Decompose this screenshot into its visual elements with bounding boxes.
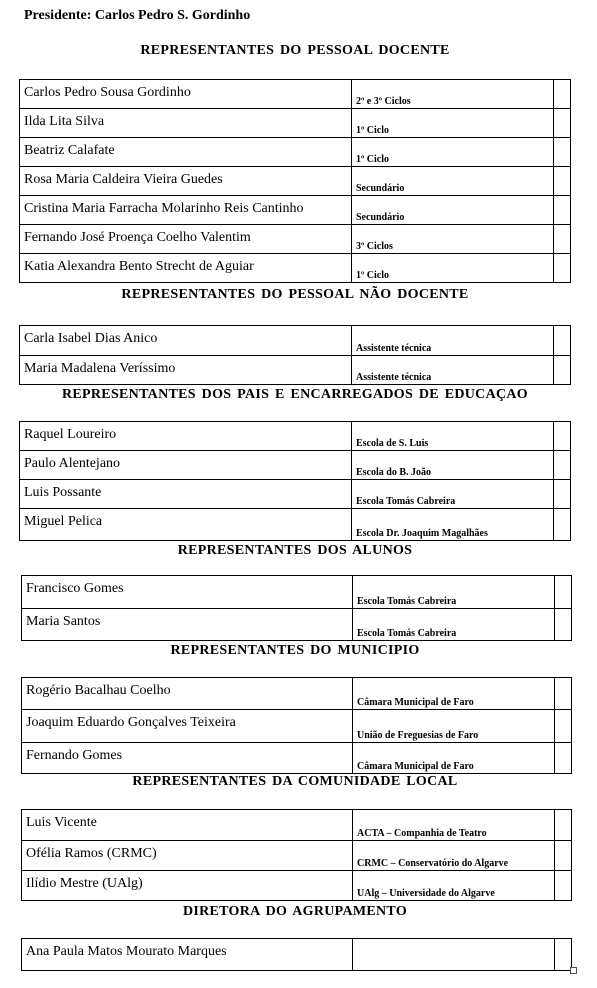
table-row — [20, 422, 571, 451]
blank-cell — [554, 326, 571, 356]
member-name: Raquel Loureiro — [20, 422, 352, 451]
member-name: Ilídio Mestre (UAlg) — [22, 871, 353, 901]
member-name: Katia Alexandra Bento Strecht de Aguiar — [20, 254, 352, 283]
table-row — [22, 609, 572, 641]
member-role: UAlg – Universidade do Algarve — [353, 871, 555, 901]
member-name: Luis Possante — [20, 480, 352, 509]
blank-cell — [554, 509, 571, 541]
president-line: Presidente: Carlos Pedro S. Gordinho — [24, 8, 251, 23]
blank-cell — [554, 196, 571, 225]
blank-cell — [554, 225, 571, 254]
member-name: Maria Madalena Veríssimo — [20, 356, 352, 385]
member-name: Maria Santos — [22, 609, 353, 641]
table-municipio — [21, 677, 572, 774]
table-row — [20, 167, 571, 196]
member-role: 1º Ciclo — [352, 138, 554, 167]
member-role: União de Freguesias de Faro — [353, 710, 555, 743]
member-name: Carlos Pedro Sousa Gordinho — [20, 80, 352, 109]
member-role: 1º Ciclo — [352, 109, 554, 138]
table-row — [22, 939, 572, 971]
table-row — [20, 109, 571, 138]
member-name: Paulo Alentejano — [20, 451, 352, 480]
table-row — [20, 225, 571, 254]
blank-cell — [554, 167, 571, 196]
blank-cell — [554, 138, 571, 167]
blank-cell — [554, 422, 571, 451]
table-row — [22, 678, 572, 710]
table-resize-handle[interactable] — [570, 967, 577, 974]
table-row — [22, 810, 572, 841]
member-role: 1º Ciclo — [352, 254, 554, 283]
blank-cell — [554, 356, 571, 385]
table-row — [20, 509, 571, 541]
member-name: Carla Isabel Dias Anico — [20, 326, 352, 356]
table-row — [20, 196, 571, 225]
member-name: Rosa Maria Caldeira Vieira Guedes — [20, 167, 352, 196]
blank-cell — [554, 109, 571, 138]
member-role: 3º Ciclos — [352, 225, 554, 254]
blank-cell — [555, 576, 572, 609]
section-title-pessoal-docente: REPRESENTANTES DO PESSOAL DOCENTE — [140, 43, 450, 58]
member-role: Assistente técnica — [352, 356, 554, 385]
section-title-pessoal-nao-docente: REPRESENTANTES DO PESSOAL NÃO DOCENTE — [121, 287, 469, 302]
table-row — [22, 743, 572, 774]
section-title-diretora: DIRETORA DO AGRUPAMENTO — [182, 904, 408, 919]
blank-cell — [554, 451, 571, 480]
blank-cell — [555, 939, 572, 971]
table-row — [20, 138, 571, 167]
member-name: Rogério Bacalhau Coelho — [22, 678, 353, 710]
member-role: Escola do B. João — [352, 451, 554, 480]
member-name: Cristina Maria Farracha Molarinho Reis Cantinho — [20, 196, 352, 225]
blank-cell — [555, 710, 572, 743]
member-role: Escola Dr. Joaquim Magalhães — [352, 509, 554, 541]
blank-cell — [555, 678, 572, 710]
blank-cell — [554, 80, 571, 109]
table-row — [20, 80, 571, 109]
member-name: Luis Vicente — [22, 810, 353, 841]
table-comunidade-local — [21, 809, 572, 901]
blank-cell — [555, 810, 572, 841]
member-role: Secundário — [352, 196, 554, 225]
member-name: Ana Paula Matos Mourato Marques — [22, 939, 353, 971]
member-name: Ofélia Ramos (CRMC) — [22, 841, 353, 871]
table-row — [20, 451, 571, 480]
table-row — [20, 480, 571, 509]
table-pais-encarregados — [19, 421, 571, 541]
table-diretora — [21, 938, 572, 971]
member-name: Francisco Gomes — [22, 576, 353, 609]
section-title-municipio: REPRESENTANTES DO MUNICIPIO — [170, 643, 420, 658]
member-role: Secundário — [352, 167, 554, 196]
table-pessoal-docente — [19, 79, 571, 283]
member-name: Fernando José Proença Coelho Valentim — [20, 225, 352, 254]
member-name: Beatriz Calafate — [20, 138, 352, 167]
table-row — [22, 871, 572, 901]
member-role: Câmara Municipal de Faro — [353, 743, 555, 774]
table-pessoal-nao-docente — [19, 325, 571, 385]
member-role: Escola Tomás Cabreira — [353, 576, 555, 609]
blank-cell — [555, 743, 572, 774]
member-name: Fernando Gomes — [22, 743, 353, 774]
table-row — [20, 254, 571, 283]
section-title-alunos: REPRESENTANTES DOS ALUNOS — [177, 543, 413, 558]
table-row — [20, 326, 571, 356]
member-role: Escola Tomás Cabreira — [353, 609, 555, 641]
blank-cell — [554, 254, 571, 283]
member-role: Assistente técnica — [352, 326, 554, 356]
member-role: Câmara Municipal de Faro — [353, 678, 555, 710]
blank-cell — [555, 841, 572, 871]
table-row — [22, 576, 572, 609]
section-title-comunidade-local: REPRESENTANTES DA COMUNIDADE LOCAL — [132, 774, 458, 789]
blank-cell — [555, 871, 572, 901]
member-name: Joaquim Eduardo Gonçalves Teixeira — [22, 710, 353, 743]
table-row — [20, 356, 571, 385]
member-role: 2º e 3º Ciclos — [352, 80, 554, 109]
member-role: Escola de S. Luis — [352, 422, 554, 451]
table-alunos — [21, 575, 572, 641]
member-role: CRMC – Conservatório do Algarve — [353, 841, 555, 871]
blank-cell — [555, 609, 572, 641]
member-name: Miguel Pelica — [20, 509, 352, 541]
blank-cell — [554, 480, 571, 509]
table-row — [22, 710, 572, 743]
member-role — [353, 939, 555, 971]
member-role: Escola Tomás Cabreira — [352, 480, 554, 509]
member-role: ACTA – Companhia de Teatro — [353, 810, 555, 841]
table-row — [22, 841, 572, 871]
member-name: Ilda Lita Silva — [20, 109, 352, 138]
section-title-pais-encarregados: REPRESENTANTES DOS PAIS E ENCARREGADOS DE EDUCAÇAO — [62, 387, 528, 402]
